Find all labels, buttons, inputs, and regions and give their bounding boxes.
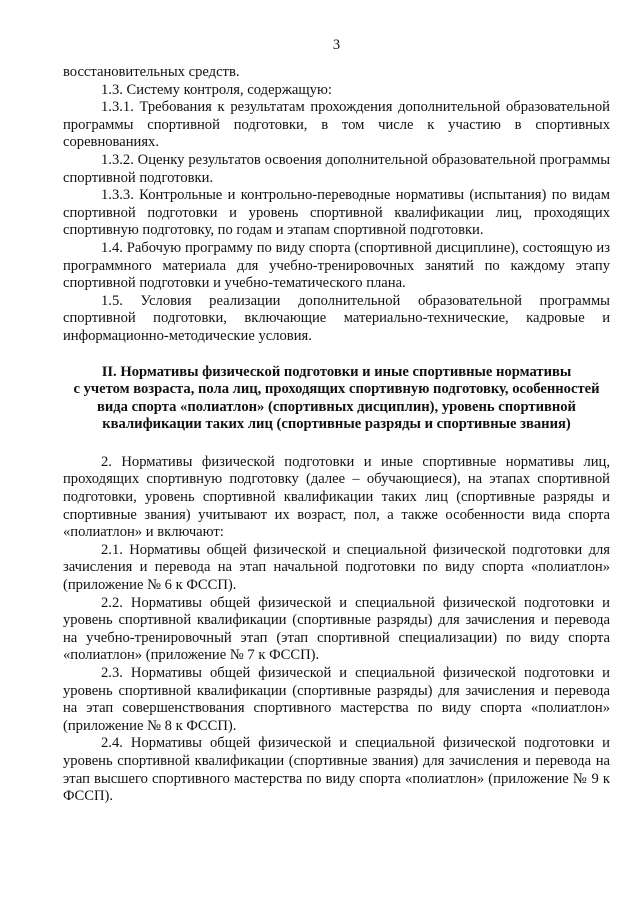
paragraph: 2.4. Нормативы общей физической и специальной физической подготовки и уровень спортивной квалификации (спортивные звания) для зачисления и перевода на этап высшего спортивного мастерства по виду спорта «полиатлон» (приложение № 9 к ФССП). bbox=[63, 735, 610, 805]
page-number: 3 bbox=[332, 37, 341, 53]
paragraphs-top bbox=[63, 64, 610, 346]
paragraph: 1.5. Условия реализации дополнительной образовательной программы спортивной подготовки, включающие материально-технические, кадровые и информационно-методические условия. bbox=[63, 292, 610, 344]
paragraph: восстановительных средств. bbox=[63, 64, 240, 80]
section-heading-line: с учетом возраста, пола лиц, проходящих спортивную подготовку, особенностей bbox=[73, 381, 600, 398]
paragraph: 2.3. Нормативы общей физической и специальной физической подготовки и уровень спортивной квалификации (спортивные разряды) для зачисления и перевода на этап совершенствования спортивного мастерства по виду спорта «полиатлон» (приложение № 8 к ФССП). bbox=[63, 665, 610, 734]
section-heading-line: вида спорта «полиатлон» (спортивных дисциплин), уровень спортивной bbox=[97, 398, 576, 415]
paragraph: 2.2. Нормативы общей физической и специальной физической подготовки и уровень спортивной квалификации (спортивные разряды) для зачисления и перевода на учебно-тренировочный этап (этап спортивной специализации) по виду спорта «полиатлон» (приложение № 7 к ФССП). bbox=[63, 594, 610, 664]
paragraph: 1.3.3. Контрольные и контрольно-переводные нормативы (испытания) по видам спортивной подготовки и уровень спортивной квалификации лиц, проходящих спортивную подготовку, по годам и этапам спортивной подготовки. bbox=[63, 187, 610, 239]
paragraph: 1.4. Рабочую программу по виду спорта (спортивной дисциплине), состоящую из программного материала для учебно-тренировочных занятий по каждому этапу спортивной подготовки и учебно-тематического плана. bbox=[63, 239, 610, 292]
paragraph: 1.3.1. Требования к результатам прохождения дополнительной образовательной программы спортивной подготовки, в том числе к участию в спортивных соревнованиях. bbox=[63, 99, 610, 151]
paragraphs-bottom bbox=[63, 454, 610, 806]
paragraph: 2.1. Нормативы общей физической и специальной физической подготовки для зачисления и перевода на этап начальной подготовки по виду спорта «полиатлон» (приложение № 6 к ФССП). bbox=[63, 541, 610, 594]
paragraph: 2. Нормативы физической подготовки и иные спортивные нормативы лиц, проходящих спортивную подготовку (далее – обучающиеся), на этапах спортивной подготовки, уровень спортивной квалификации таких лиц (спортивные разряды и спортивные звания) учитывают их возраст, пол, а также особенности вида спорта «полиатлон» и включают: bbox=[63, 453, 610, 541]
section-heading-line: II. Нормативы физической подготовки и иные спортивные нормативы bbox=[101, 363, 572, 380]
section-heading-line: квалификации таких лиц (спортивные разряды и спортивные звания) bbox=[102, 416, 571, 433]
section-heading bbox=[63, 364, 610, 434]
paragraph: 1.3.2. Оценку результатов освоения дополнительной образовательной программы спортивной подготовки. bbox=[63, 151, 610, 186]
paragraph: 1.3. Систему контроля, содержащую: bbox=[101, 81, 332, 98]
